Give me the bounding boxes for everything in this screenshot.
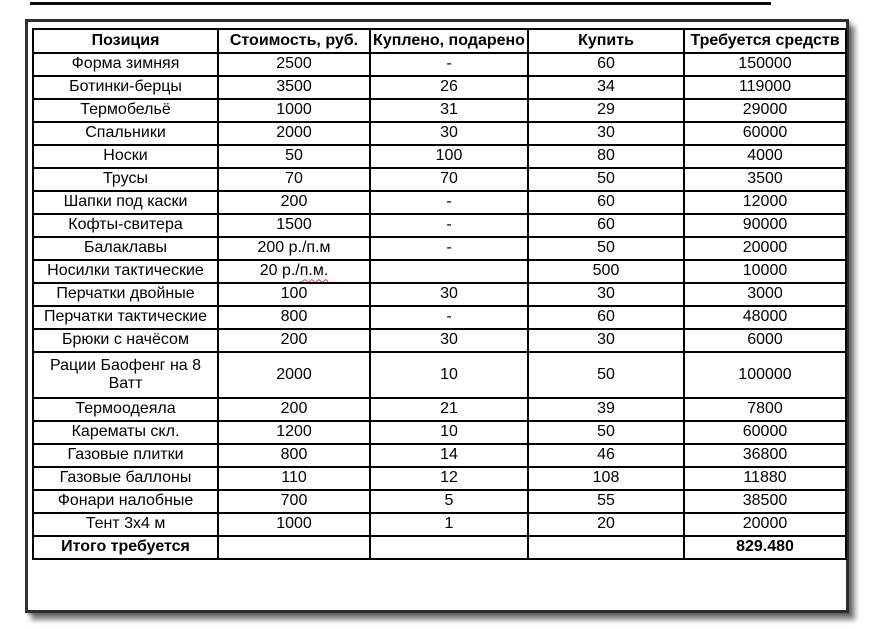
- column-header: Позиция: [33, 29, 218, 53]
- cell-cost: 50: [218, 145, 370, 168]
- table-row: [33, 513, 846, 536]
- cell-position: Перчатки двойные: [33, 283, 218, 306]
- cell-position: Газовые баллоны: [33, 467, 218, 490]
- cell-bought: 31: [370, 99, 528, 122]
- table-row: [33, 329, 846, 352]
- cell-bought: -: [370, 237, 528, 260]
- cell-bought: 26: [370, 76, 528, 99]
- cell-bought: 14: [370, 444, 528, 467]
- column-header: Купить: [528, 29, 684, 53]
- table-body: [33, 53, 846, 559]
- cell-bought: -: [370, 306, 528, 329]
- cell-cost: 100: [218, 283, 370, 306]
- cell-position: Носки: [33, 145, 218, 168]
- cell-bought: [370, 536, 528, 559]
- cell-required: 829.480: [684, 536, 846, 559]
- cell-bought: [370, 260, 528, 283]
- table-row: [33, 76, 846, 99]
- cell-buy: 108: [528, 467, 684, 490]
- cell-cost: 200: [218, 191, 370, 214]
- cell-buy: 60: [528, 306, 684, 329]
- cell-position: Форма зимняя: [33, 53, 218, 76]
- cell-buy: 50: [528, 237, 684, 260]
- cell-cost: 800: [218, 444, 370, 467]
- cell-buy: [528, 536, 684, 559]
- cell-bought: 5: [370, 490, 528, 513]
- cell-position: Балаклавы: [33, 237, 218, 260]
- cell-required: 11880: [684, 467, 846, 490]
- cell-cost: 1000: [218, 513, 370, 536]
- cell-required: 7800: [684, 398, 846, 421]
- cell-cost: 700: [218, 490, 370, 513]
- cell-position: Термоодеяла: [33, 398, 218, 421]
- cell-cost: 200: [218, 398, 370, 421]
- cell-required: 36800: [684, 444, 846, 467]
- cell-bought: 100: [370, 145, 528, 168]
- cell-cost: 200 р./п.м: [218, 237, 370, 260]
- table-row: [33, 260, 846, 283]
- cell-bought: 30: [370, 329, 528, 352]
- cell-required: 38500: [684, 490, 846, 513]
- supplies-table: [32, 28, 847, 560]
- cell-required: 48000: [684, 306, 846, 329]
- cost-text: 20 р./: [259, 262, 300, 280]
- cell-required: 150000: [684, 53, 846, 76]
- cell-required: 3000: [684, 283, 846, 306]
- table-row: [33, 122, 846, 145]
- cell-buy: 46: [528, 444, 684, 467]
- cell-position: Тент 3х4 м: [33, 513, 218, 536]
- cell-buy: 60: [528, 191, 684, 214]
- cell-bought: 10: [370, 421, 528, 444]
- cell-required: 3500: [684, 168, 846, 191]
- cell-buy: 30: [528, 329, 684, 352]
- cell-cost: 1500: [218, 214, 370, 237]
- cell-cost: [218, 536, 370, 559]
- table-row: [33, 490, 846, 513]
- cell-position: Рации Баофенг на 8 Ватт: [33, 352, 218, 398]
- table-row: [33, 191, 846, 214]
- cell-cost: 70: [218, 168, 370, 191]
- cell-position: Спальники: [33, 122, 218, 145]
- table-row: [33, 306, 846, 329]
- column-header: Стоимость, руб.: [218, 29, 370, 53]
- cell-position: Носилки тактические: [33, 260, 218, 283]
- table-row: [33, 283, 846, 306]
- column-header: Куплено, подарено: [370, 29, 528, 53]
- cell-cost: 2000: [218, 352, 370, 398]
- table-row: [33, 421, 846, 444]
- column-header: Требуется средств: [684, 29, 846, 53]
- cell-cost: 1200: [218, 421, 370, 444]
- cell-buy: 30: [528, 122, 684, 145]
- cell-cost: 1000: [218, 99, 370, 122]
- cell-position: Фонари налобные: [33, 490, 218, 513]
- cell-buy: 60: [528, 214, 684, 237]
- cell-position: Итого требуется: [33, 536, 218, 559]
- table-row: [33, 168, 846, 191]
- cell-required: 12000: [684, 191, 846, 214]
- cell-position: Ботинки-берцы: [33, 76, 218, 99]
- cell-bought: 10: [370, 352, 528, 398]
- cell-required: 60000: [684, 122, 846, 145]
- cell-cost: 3500: [218, 76, 370, 99]
- cell-buy: 39: [528, 398, 684, 421]
- cell-cost: 800: [218, 306, 370, 329]
- cell-cost: 2500: [218, 53, 370, 76]
- cell-bought: 1: [370, 513, 528, 536]
- cell-cost: 200: [218, 329, 370, 352]
- cell-buy: 60: [528, 53, 684, 76]
- cell-buy: 34: [528, 76, 684, 99]
- cell-buy: 20: [528, 513, 684, 536]
- cell-bought: 30: [370, 283, 528, 306]
- cell-buy: 500: [528, 260, 684, 283]
- cell-buy: 50: [528, 352, 684, 398]
- cell-required: 90000: [684, 214, 846, 237]
- cell-position: Газовые плитки: [33, 444, 218, 467]
- cell-required: 4000: [684, 145, 846, 168]
- cell-cost: 2000: [218, 122, 370, 145]
- top-edge-line: [30, 2, 771, 5]
- cell-cost: 110: [218, 467, 370, 490]
- table-row: [33, 237, 846, 260]
- cell-required: 6000: [684, 329, 846, 352]
- table-row: [33, 467, 846, 490]
- cell-buy: 30: [528, 283, 684, 306]
- cell-position: Карематы скл.: [33, 421, 218, 444]
- cell-bought: 21: [370, 398, 528, 421]
- framed-table-panel: [25, 19, 849, 613]
- cell-position: Кофты-свитера: [33, 214, 218, 237]
- total-row: [33, 536, 846, 559]
- cell-buy: 29: [528, 99, 684, 122]
- cell-bought: 12: [370, 467, 528, 490]
- cell-bought: 30: [370, 122, 528, 145]
- cell-required: 20000: [684, 237, 846, 260]
- table-row: [33, 214, 846, 237]
- cell-required: 119000: [684, 76, 846, 99]
- cell-position: Брюки с начёсом: [33, 329, 218, 352]
- cell-required: 29000: [684, 99, 846, 122]
- misspelled-text: п.м.: [299, 262, 329, 280]
- cell-required: 60000: [684, 421, 846, 444]
- table-row: [33, 352, 846, 398]
- cell-buy: 55: [528, 490, 684, 513]
- cell-position: Перчатки тактические: [33, 306, 218, 329]
- header-row: [33, 29, 846, 53]
- cell-position: Трусы: [33, 168, 218, 191]
- cell-required: 10000: [684, 260, 846, 283]
- cell-required: 20000: [684, 513, 846, 536]
- cell-bought: -: [370, 53, 528, 76]
- cell-bought: -: [370, 191, 528, 214]
- cell-required: 100000: [684, 352, 846, 398]
- cell-position: Термобельё: [33, 99, 218, 122]
- table-row: [33, 145, 846, 168]
- cell-buy: 50: [528, 168, 684, 191]
- table-row: [33, 444, 846, 467]
- table-row: [33, 398, 846, 421]
- table-row: [33, 99, 846, 122]
- cell-buy: 50: [528, 421, 684, 444]
- cell-bought: 70: [370, 168, 528, 191]
- cell-bought: -: [370, 214, 528, 237]
- table-row: [33, 53, 846, 76]
- cell-buy: 80: [528, 145, 684, 168]
- cell-cost: [218, 260, 370, 283]
- cell-position: Шапки под каски: [33, 191, 218, 214]
